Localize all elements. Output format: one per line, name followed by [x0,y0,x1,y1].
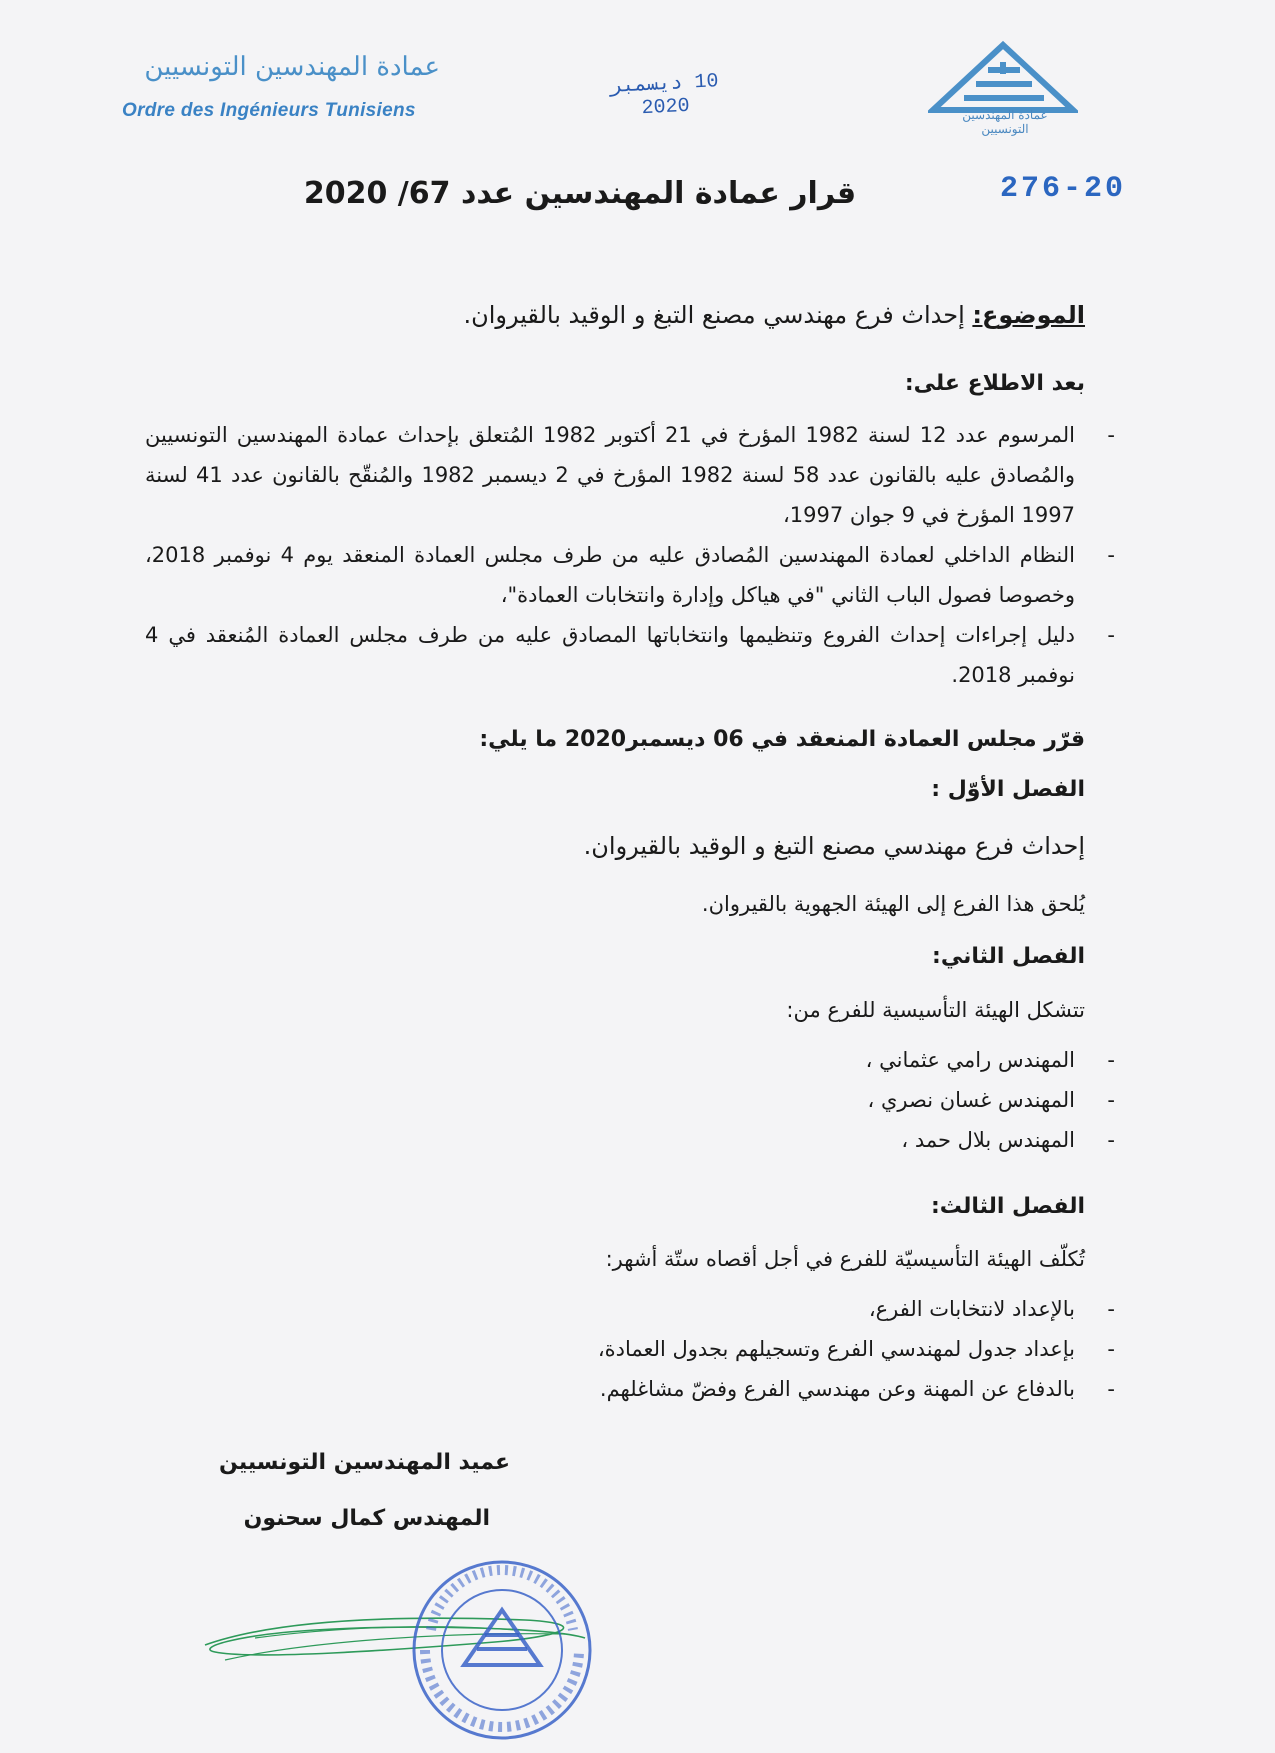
list-item: - دليل إجراءات إحداث الفروع وتنظيمها وانتخاباتها المصادق عليه من طرف مجلس العمادة المُنعقد في 4 نوفمبر 2018. [145,615,1085,695]
subject-text: إحداث فرع مهندسي مصنع التبغ و الوقيد بالقيروان. [463,301,973,329]
official-seal [405,1555,600,1745]
reference-number-stamp: 276-20 [1000,172,1127,206]
list-item: - بالدفاع عن المهنة وعن مهندسي الفرع وفضّ مشاغلهم. [145,1369,1085,1409]
preamble-heading: بعد الاطلاع على: [904,371,1085,396]
article-2-intro: تتشكل الهيئة التأسيسية للفرع من: [786,998,1085,1022]
founding-members-list [145,1040,1085,1160]
signatory-name: المهندس كمال سحنون [243,1506,490,1531]
subject-line [145,295,1085,335]
org-name-french: Ordre des Ingénieurs Tunisiens [122,100,416,121]
article-2-heading: الفصل الثاني: [932,944,1085,969]
subject-label: الموضوع: [972,301,1085,329]
list-item: - بالإعداد لانتخابات الفرع، [145,1289,1085,1329]
article-1-attachment: يُلحق هذا الفرع إلى الهيئة الجهوية بالقيروان. [701,892,1085,916]
list-item: - المهندس بلال حمد ، [145,1120,1085,1160]
list-item: - المهندس غسان نصري ، [145,1080,1085,1120]
list-item: - بإعداد جدول لمهندسي الفرع وتسجيلهم بجدول العمادة، [145,1329,1085,1369]
list-item: - المهندس رامي عثماني ، [145,1040,1085,1080]
received-date-stamp: 10 ديسمبر 2020 [609,70,720,121]
article-1-heading: الفصل الأوّل : [931,777,1085,802]
page-title: قرار عمادة المهندسين عدد 67/ 2020 [303,176,857,211]
list-item: - النظام الداخلي لعمادة المهندسين المُصادق عليه من طرف مجلس العمادة المنعقد يوم 4 نوفمبر 2018، وخصوصا فصول الباب الثاني "في هياكل وإدارة وانتخابات العمادة"، [145,535,1085,615]
tasks-list [145,1289,1085,1409]
article-3-heading: الفصل الثالث: [931,1194,1085,1219]
list-item: - المرسوم عدد 12 لسنة 1982 المؤرخ في 21 أكتوبر 1982 المُتعلق بإحداث عمادة المهندسين التونسيين والمُصادق عليه بالقانون عدد 58 لسنة 1982 المؤرخ في 2 ديسمبر 1982 والمُنقّح بالقانون عدد 41 لسنة 1997 المؤرخ في 9 جوان 1997، [145,415,1085,535]
article-3-intro: تُكلّف الهيئة التأسيسيّة للفرع في أجل أقصاه ستّة أشهر: [605,1247,1085,1271]
logo-caption: عمادة المهندسين التونسيين [962,108,1048,136]
preamble-list [145,415,1085,695]
org-name-arabic: عمادة المهندسين التونسيين [144,52,440,82]
signatory-title: عميد المهندسين التونسيين [219,1450,510,1475]
decision-heading: قرّر مجلس العمادة المنعقد في 06 ديسمبر2020 ما يلي: [479,727,1085,752]
article-1-text: إحداث فرع مهندسي مصنع التبغ و الوقيد بالقيروان. [583,832,1085,860]
